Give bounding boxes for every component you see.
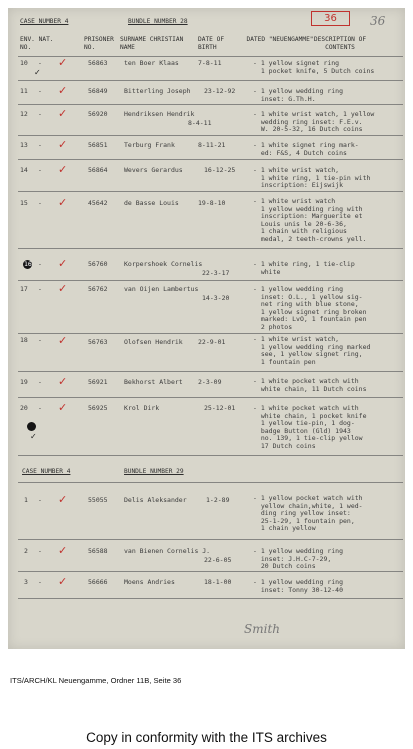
prisoner-name: Moens Andries — [124, 578, 175, 586]
prisoner-number: 56920 — [88, 110, 108, 118]
col-dated: DATED "NEUENGAMME" — [246, 36, 314, 43]
prisoner-number: 45642 — [88, 199, 108, 207]
birth-date: 8-11-21 — [198, 141, 226, 149]
row-divider — [18, 598, 403, 599]
env-number: 2 — [24, 547, 28, 555]
prisoner-name: de Basse Louis — [124, 199, 179, 207]
contents-description: - 1 white pocket watch with white chain, 11 Dutch coins — [253, 377, 367, 393]
env-number: 19 — [20, 378, 28, 386]
contents-description: - 1 yellow wedding ring inset: Tonny 30-12-40 — [253, 578, 344, 594]
pencil-tick-icon: ✓ — [34, 68, 41, 77]
prisoner-number: 56666 — [88, 578, 108, 586]
prisoner-number: 56760 — [88, 260, 108, 268]
nat-mark: - — [38, 166, 42, 174]
birth-date: 23-12-92 — [204, 87, 236, 95]
prisoner-name: Korpershoek Cornelis — [124, 260, 203, 268]
col-description: DESCRIPTION OF CONTENTS — [313, 36, 367, 51]
birth-date: 22-3-17 — [202, 269, 230, 277]
env-number: 12 — [20, 110, 28, 118]
prisoner-name: Olofsen Hendrik — [124, 338, 183, 346]
page-number-stamp: 36 — [311, 11, 350, 26]
col-no: NO. — [20, 44, 32, 51]
birth-date: 25-12-01 — [204, 404, 236, 412]
contents-description: - 1 white wrist watch, 1 yellow wedding ring inset: F.E.v. W. 20-5-32, 16 Dutch coins — [253, 110, 375, 134]
section-rule — [18, 482, 403, 483]
contents-description: - 1 white wrist watch, 1 white ring, 1 tie-pin with inscription: Eijswijk — [253, 166, 371, 190]
env-number: 17 — [20, 285, 28, 293]
contents-description: - 1 yellow wedding ring inset: G.Th.H. — [253, 87, 344, 103]
env-number: 13 — [20, 141, 28, 149]
row-divider — [18, 80, 403, 81]
col-dob: DATE OF BIRTH — [198, 36, 225, 51]
contents-description: - 1 white pocket watch with white chain, 1 pocket knife 1 yellow tie-pin, 1 dog- badge Button (Gld) 1943 no. 139, 1 tie-clip yellow 17 Dutch coins — [253, 404, 367, 450]
nat-mark: - — [38, 110, 42, 118]
prisoner-number: 56925 — [88, 404, 108, 412]
prisoner-number: 56763 — [88, 338, 108, 346]
col-name: SURNAME CHRISTIAN NAME — [120, 36, 184, 51]
red-check-mark: ✓ — [58, 163, 68, 176]
red-check-mark: ✓ — [58, 196, 68, 209]
nat-mark: - — [38, 87, 42, 95]
prisoner-name: Terburg Frank — [124, 141, 175, 149]
nat-mark: - — [38, 547, 42, 555]
nat-mark: - — [38, 404, 42, 412]
red-check-mark: ✓ — [58, 575, 68, 588]
prisoner-name: Bekhorst Albert — [124, 378, 183, 386]
contents-description: - 1 yellow signet ring 1 pocket knife, 5 Dutch coins — [253, 59, 375, 75]
nat-mark: - — [38, 496, 42, 504]
prisoner-number: 56762 — [88, 285, 108, 293]
env-number: 18 — [20, 336, 28, 344]
contents-description: - 1 white signet ring mark- ed: F&S, 4 Dutch coins — [253, 141, 359, 157]
row-divider — [18, 248, 403, 249]
row-divider — [18, 371, 403, 372]
prisoner-name: van Bienen Cornelis J. — [124, 547, 211, 555]
contents-description: - 1 yellow pocket watch with yellow chain,white, 1 wed- ding ring yellow inset: 25-1-29, 1 fountain pen, 1 chain yellow — [253, 494, 363, 533]
red-check-mark: ✓ — [58, 401, 68, 414]
nat-mark: - — [38, 59, 42, 67]
red-check-mark: ✓ — [58, 493, 68, 506]
red-check-mark: ✓ — [58, 334, 68, 347]
birth-date: 8-4-11 — [188, 119, 212, 127]
env-number: 16 — [24, 260, 32, 268]
env-number: 1 — [24, 496, 28, 504]
birth-date: 22-9-01 — [198, 338, 226, 346]
prisoner-number: 56851 — [88, 141, 108, 149]
birth-date: 2-3-09 — [198, 378, 222, 386]
prisoner-name: Bitterling Joseph — [124, 87, 191, 95]
nat-mark: - — [38, 285, 42, 293]
nat-mark: - — [38, 260, 42, 268]
row-divider — [18, 333, 403, 334]
birth-date: 14-3-20 — [202, 294, 230, 302]
row-divider — [18, 104, 403, 105]
birth-date: 19-8-10 — [198, 199, 226, 207]
prisoner-name: ten Boer Klaas — [124, 59, 179, 67]
prisoner-number: 56921 — [88, 378, 108, 386]
row-divider — [18, 191, 403, 192]
ink-blot — [27, 422, 36, 431]
env-number: 10 — [20, 59, 28, 67]
bundle-number-heading: BUNDLE NUMBER 28 — [128, 18, 188, 25]
birth-date: 18-1-00 — [204, 578, 232, 586]
row-divider — [18, 455, 403, 456]
nat-mark: - — [38, 141, 42, 149]
case-number-heading: CASE NUMBER 4 — [20, 18, 69, 25]
prisoner-name: Krol Dirk — [124, 404, 160, 412]
birth-date: 22-6-05 — [204, 556, 232, 564]
birth-date: 16-12-25 — [204, 166, 236, 174]
contents-description: - 1 yellow wedding ring inset: J.H.C-7-29, 20 Dutch coins — [253, 547, 344, 571]
row-divider — [18, 159, 403, 160]
prisoner-number: 56864 — [88, 166, 108, 174]
header-rule — [18, 56, 403, 57]
document-page — [8, 8, 405, 649]
row-divider — [18, 135, 403, 136]
red-check-mark: ✓ — [58, 56, 68, 69]
env-number: 3 — [24, 578, 28, 586]
conformity-caption: Copy in conformity with the ITS archives — [86, 730, 327, 745]
contents-description: - 1 white ring, 1 tie-clip white — [253, 260, 355, 276]
red-check-mark: ✓ — [58, 107, 68, 120]
red-check-mark: ✓ — [58, 282, 68, 295]
red-check-mark: ✓ — [58, 375, 68, 388]
contents-description: - 1 yellow wedding ring inset: O.L., 1 yellow sig- net ring with blue stone, 1 yellow signet ring broken marked: LvO, 1 fountain pen 2 photos — [253, 285, 367, 331]
prisoner-number: 56849 — [88, 87, 108, 95]
contents-description: - 1 white wrist watch, 1 yellow wedding ring marked see, 1 yellow signet ring, 1 fountain pen — [253, 335, 371, 366]
env-number: 15 — [20, 199, 28, 207]
prisoner-name: van Oijen Lambertus — [124, 285, 199, 293]
env-number: 14 — [20, 166, 28, 174]
pencil-page-number: 36 — [370, 14, 386, 28]
case-number-heading: CASE NUMBER 4 — [22, 468, 71, 475]
birth-date: 7-8-11 — [198, 59, 222, 67]
prisoner-number: 55055 — [88, 496, 108, 504]
nat-mark: - — [38, 578, 42, 586]
red-check-mark: ✓ — [58, 544, 68, 557]
prisoner-name: Delis Aleksander — [124, 496, 187, 504]
env-number: 20 — [20, 404, 28, 412]
row-divider — [18, 280, 403, 281]
row-divider — [18, 397, 403, 398]
nat-mark: - — [38, 199, 42, 207]
prisoner-number: 56588 — [88, 547, 108, 555]
pencil-tick-icon: ✓ — [30, 432, 37, 441]
prisoner-number: 56863 — [88, 59, 108, 67]
nat-mark: - — [38, 378, 42, 386]
signature: Smith — [244, 622, 280, 636]
env-number: 11 — [20, 87, 28, 95]
bundle-number-heading: BUNDLE NUMBER 29 — [124, 468, 184, 475]
prisoner-name: Wevers Gerardus — [124, 166, 183, 174]
red-check-mark: ✓ — [58, 138, 68, 151]
nat-mark: - — [38, 336, 42, 344]
row-divider — [18, 539, 403, 540]
col-prisoner-no: PRISONER NO. — [84, 36, 114, 51]
birth-date: 1-2-89 — [206, 496, 230, 504]
contents-description: - 1 white wrist watch 1 yellow wedding ring with inscription: Marguerite et Louis unis le 20-6-36, 1 chain with religious medal, 2 teeth-crowns yell. — [253, 197, 367, 243]
red-check-mark: ✓ — [58, 84, 68, 97]
red-check-mark: ✓ — [58, 257, 68, 270]
row-divider — [18, 571, 403, 572]
archive-reference: ITS/ARCH/KL Neuengamme, Ordner 11B, Seite 36 — [10, 676, 182, 685]
prisoner-name: Hendriksen Hendrik — [124, 110, 195, 118]
col-env-nat: ENV. NAT. — [20, 36, 54, 43]
